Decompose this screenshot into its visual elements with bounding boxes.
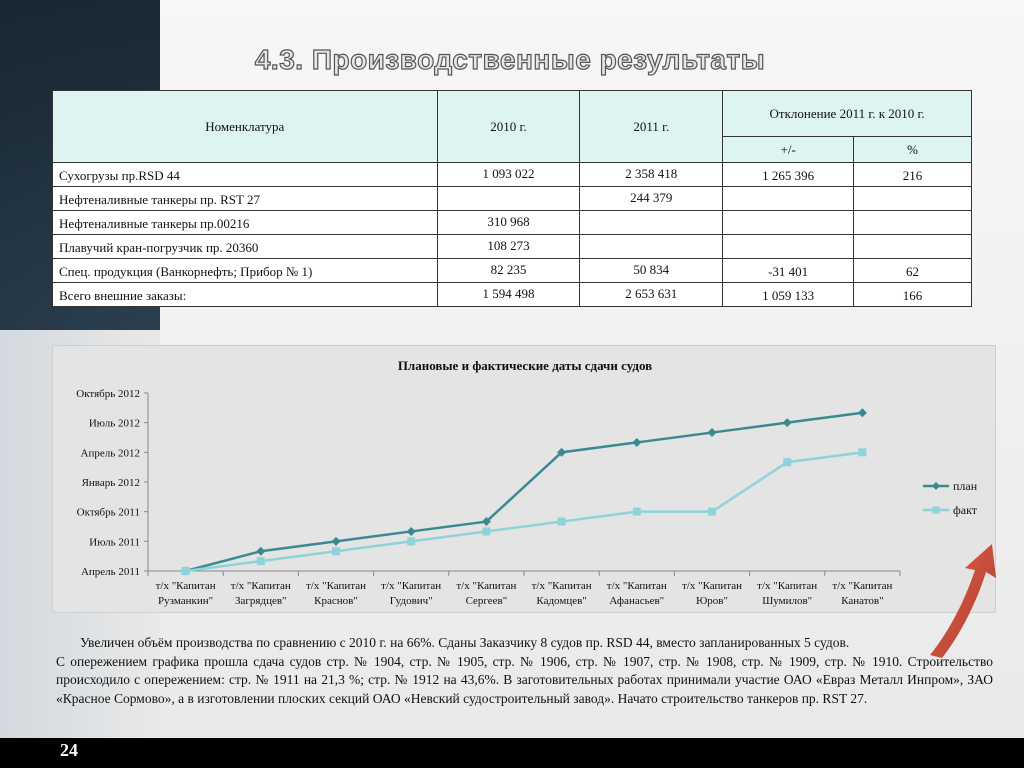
cell-2011: 244 379 — [580, 187, 723, 211]
slide-title: 4.3. Производственные результаты — [254, 44, 766, 75]
cell-diff — [723, 235, 854, 259]
summary-text — [56, 634, 993, 708]
table-row — [53, 283, 972, 307]
y-tick-label: Январь 2012 — [81, 477, 140, 489]
data-point-факт — [708, 508, 716, 516]
y-tick-label: Апрель 2012 — [80, 447, 140, 460]
y-tick-label: Октябрь 2011 — [76, 506, 140, 519]
chart-title: Плановые и фактические даты сдачи судов — [397, 358, 653, 373]
cell-percent: 216 — [854, 163, 972, 187]
summary-line-2: С опережением графика прошла сдача судов стр. № 1904, стр. № 1905, стр. № 1906, стр. № 1907, стр. № 1908, стр. № 1909, стр. № 1910. Строительство происходило с опережением: стр. № 1911 на 21,3 %; стр. № 1912 на 43,6%. В заготовительных работах принимали участие ОАО «Евраз Металл Инпром», ЗАО «Красное Сормово», а в изготовлении плоских секций ОАО «Невский судостроительный завод». Начато строительство танкеров пр. RST 27. — [56, 653, 993, 706]
data-point-факт — [257, 557, 265, 565]
legend-label: план — [953, 479, 978, 493]
cell-2011: 2 653 631 — [580, 283, 723, 307]
data-point-факт — [407, 537, 415, 545]
cell-diff — [723, 211, 854, 235]
data-point-факт — [482, 527, 490, 535]
data-point-план — [783, 418, 792, 427]
data-point-факт — [332, 547, 340, 555]
cell-percent — [854, 211, 972, 235]
x-tick-label: т/х "Капитан — [757, 580, 818, 592]
x-tick-label: т/х "Капитан — [681, 580, 743, 592]
data-point-факт — [858, 448, 866, 456]
x-tick-label: Сергеев" — [465, 595, 508, 607]
cell-2011 — [580, 211, 723, 235]
data-point-план — [407, 527, 416, 536]
cell-percent — [854, 235, 972, 259]
x-tick-label: т/х "Капитан — [381, 580, 442, 592]
cell-name: Нефтеналивные танкеры пр.00216 — [53, 211, 438, 235]
x-tick-label: Загрядцев" — [235, 595, 287, 607]
data-point-факт — [783, 458, 791, 466]
data-point-факт — [558, 518, 566, 526]
x-tick-label: Кадомцев" — [536, 595, 587, 607]
data-point-план — [708, 428, 717, 437]
x-tick-label: т/х "Капитан — [832, 580, 893, 592]
cell-2010: 1 594 498 — [437, 283, 580, 307]
bottom-bar — [0, 738, 1024, 768]
x-tick-label: т/х "Капитан — [531, 580, 592, 592]
x-tick-label: Канатов" — [841, 595, 884, 607]
table-row — [53, 187, 972, 211]
cell-name: Спец. продукция (Ванкорнефть; Прибор № 1) — [53, 259, 438, 283]
chart-panel — [52, 345, 996, 613]
x-tick-label: Краснов" — [314, 595, 358, 607]
legend-marker — [933, 507, 940, 514]
data-point-план — [332, 537, 341, 546]
cell-2010: 1 093 022 — [437, 163, 580, 187]
cell-2010 — [437, 187, 580, 211]
header-2010: 2010 г. — [437, 91, 580, 163]
cell-diff: 1 265 396 — [723, 163, 854, 187]
data-point-факт — [633, 508, 641, 516]
x-tick-label: Шумилов" — [762, 595, 813, 607]
cell-2010: 310 968 — [437, 211, 580, 235]
data-point-план — [632, 438, 641, 447]
cell-name: Сухогрузы пр.RSD 44 — [53, 163, 438, 187]
x-tick-label: Рузманкин" — [158, 595, 214, 607]
page-number: 24 — [60, 740, 78, 760]
table-row — [53, 163, 972, 187]
data-point-факт — [182, 567, 190, 575]
legend-marker — [932, 482, 940, 490]
x-tick-label: т/х "Капитан — [155, 580, 216, 592]
cell-2011: 50 834 — [580, 259, 723, 283]
table-row — [53, 211, 972, 235]
legend-label: факт — [953, 503, 978, 517]
cell-diff: 1 059 133 — [723, 283, 854, 307]
summary-line-1: Увеличен объём производства по сравнению с 2010 г. на 66%. Сданы Заказчику 8 судов пр. RSD 44, вместо запланированных 5 судов. — [80, 635, 850, 650]
header-2011: 2011 г. — [580, 91, 723, 163]
series-line-0 — [186, 413, 863, 571]
table-header-row — [53, 91, 972, 137]
cell-2011 — [580, 235, 723, 259]
cell-percent: 62 — [854, 259, 972, 283]
delivery-dates-chart — [53, 346, 997, 614]
production-table — [52, 90, 972, 307]
cell-name: Плавучий кран-погрузчик пр. 20360 — [53, 235, 438, 259]
data-point-план — [256, 547, 265, 556]
cell-2010: 108 273 — [437, 235, 580, 259]
x-tick-label: т/х "Капитан — [456, 580, 517, 592]
cell-2010: 82 235 — [437, 259, 580, 283]
data-point-план — [858, 408, 867, 417]
header-percent: % — [854, 137, 972, 163]
x-tick-label: Афанасьев" — [609, 595, 665, 607]
cell-diff: -31 401 — [723, 259, 854, 283]
table-row — [53, 259, 972, 283]
x-tick-label: Юров" — [696, 595, 728, 607]
table-body — [53, 163, 972, 307]
header-nomenclature: Номенклатура — [53, 91, 438, 163]
y-tick-label: Июль 2012 — [88, 417, 140, 430]
cell-2011: 2 358 418 — [580, 163, 723, 187]
header-plus-minus: +/- — [723, 137, 854, 163]
y-tick-label: Октябрь 2012 — [76, 388, 140, 400]
cell-diff — [723, 187, 854, 211]
cell-percent — [854, 187, 972, 211]
cell-percent: 166 — [854, 283, 972, 307]
y-tick-label: Апрель 2011 — [80, 566, 140, 578]
x-tick-label: т/х "Капитан — [230, 580, 291, 592]
x-tick-label: т/х "Капитан — [606, 580, 667, 592]
table-row — [53, 235, 972, 259]
header-deviation: Отклонение 2011 г. к 2010 г. — [723, 91, 972, 137]
cell-name: Всего внешние заказы: — [53, 283, 438, 307]
x-tick-label: т/х "Капитан — [305, 580, 367, 592]
x-tick-label: Гудович" — [389, 595, 433, 607]
cell-name: Нефтеналивные танкеры пр. RST 27 — [53, 187, 438, 211]
series-line-1 — [186, 452, 863, 571]
y-tick-label: Июль 2011 — [89, 536, 140, 549]
